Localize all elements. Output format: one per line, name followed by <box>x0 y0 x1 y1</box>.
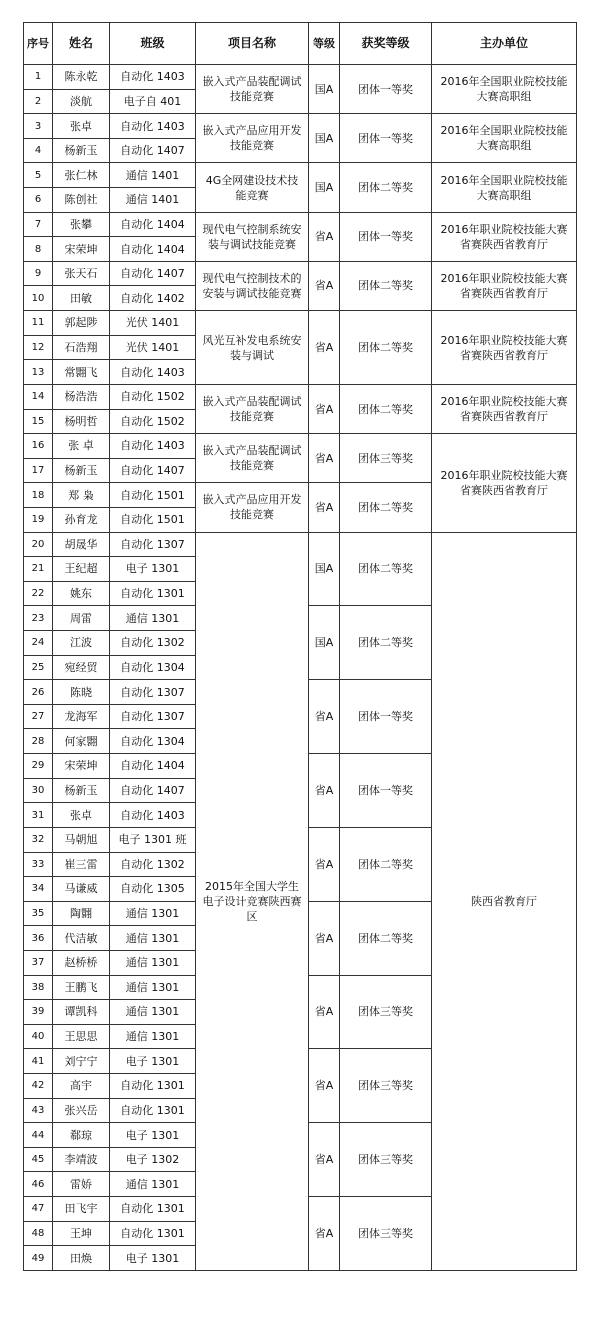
student-name: 常翾飞 <box>53 360 110 385</box>
student-name: 杨新玉 <box>53 458 110 483</box>
level-cell: 省A <box>309 384 340 433</box>
row-number: 18 <box>24 483 53 508</box>
student-name: 杨新玉 <box>53 138 110 163</box>
row-number: 46 <box>24 1172 53 1197</box>
row-number: 35 <box>24 901 53 926</box>
table-row <box>24 212 577 237</box>
level-cell: 国A <box>309 65 340 114</box>
class-name: 电子自 401 <box>110 89 196 114</box>
class-name: 通信 1301 <box>110 950 196 975</box>
class-name: 通信 1301 <box>110 1024 196 1049</box>
student-name: 姚东 <box>53 581 110 606</box>
organizer-cell: 2016年全国职业院校技能大赛高职组 <box>432 114 577 163</box>
level-cell: 省A <box>309 754 340 828</box>
row-number: 19 <box>24 507 53 532</box>
student-name: 张卓 <box>53 114 110 139</box>
class-name: 自动化 1307 <box>110 532 196 557</box>
organizer-cell: 2016年全国职业院校技能大赛高职组 <box>432 65 577 114</box>
header-no: 序号 <box>24 23 53 65</box>
header-name: 姓名 <box>53 23 110 65</box>
level-cell: 省A <box>309 261 340 310</box>
student-name: 王鹏飞 <box>53 975 110 1000</box>
class-name: 光伏 1401 <box>110 335 196 360</box>
award-cell: 团体一等奖 <box>340 65 432 114</box>
organizer-cell: 2016年职业院校技能大赛省赛陕西省教育厅 <box>432 212 577 261</box>
organizer-cell: 2016年职业院校技能大赛省赛陕西省教育厅 <box>432 311 577 385</box>
class-name: 自动化 1407 <box>110 778 196 803</box>
student-name: 雷娇 <box>53 1172 110 1197</box>
row-number: 3 <box>24 114 53 139</box>
row-number: 28 <box>24 729 53 754</box>
row-number: 11 <box>24 311 53 336</box>
award-cell: 团体三等奖 <box>340 975 432 1049</box>
student-name: 陶翾 <box>53 901 110 926</box>
award-cell: 团体二等奖 <box>340 311 432 385</box>
student-name: 宋荣坤 <box>53 754 110 779</box>
table-row <box>24 532 577 557</box>
class-name: 自动化 1502 <box>110 409 196 434</box>
level-cell: 省A <box>309 1197 340 1271</box>
student-name: 赵桥桥 <box>53 950 110 975</box>
row-number: 5 <box>24 163 53 188</box>
student-name: 张天石 <box>53 261 110 286</box>
header-organizer: 主办单位 <box>432 23 577 65</box>
project-name: 嵌入式产品应用开发技能竞赛 <box>196 114 309 163</box>
row-number: 47 <box>24 1197 53 1222</box>
class-name: 自动化 1307 <box>110 704 196 729</box>
student-name: 杨明哲 <box>53 409 110 434</box>
student-name: 宛经贸 <box>53 655 110 680</box>
award-cell: 团体一等奖 <box>340 114 432 163</box>
level-cell: 省A <box>309 434 340 483</box>
row-number: 38 <box>24 975 53 1000</box>
class-name: 自动化 1301 <box>110 1221 196 1246</box>
student-name: 郭起陟 <box>53 311 110 336</box>
class-name: 自动化 1307 <box>110 680 196 705</box>
row-number: 15 <box>24 409 53 434</box>
class-name: 自动化 1304 <box>110 729 196 754</box>
project-name: 4G全网建设技术技能竞赛 <box>196 163 309 212</box>
row-number: 39 <box>24 1000 53 1025</box>
class-name: 自动化 1403 <box>110 114 196 139</box>
student-name: 江波 <box>53 631 110 656</box>
class-name: 通信 1401 <box>110 163 196 188</box>
level-cell: 省A <box>309 311 340 385</box>
organizer-cell: 2016年职业院校技能大赛省赛陕西省教育厅 <box>432 434 577 532</box>
class-name: 自动化 1301 <box>110 1098 196 1123</box>
row-number: 24 <box>24 631 53 656</box>
level-cell: 省A <box>309 483 340 532</box>
row-number: 32 <box>24 827 53 852</box>
student-name: 王纪超 <box>53 557 110 582</box>
class-name: 自动化 1403 <box>110 803 196 828</box>
class-name: 通信 1401 <box>110 188 196 213</box>
award-cell: 团体二等奖 <box>340 384 432 433</box>
project-name: 嵌入式产品应用开发技能竞赛 <box>196 483 309 532</box>
class-name: 电子 1301 <box>110 1246 196 1271</box>
class-name: 自动化 1501 <box>110 483 196 508</box>
level-cell: 省A <box>309 1049 340 1123</box>
class-name: 自动化 1304 <box>110 655 196 680</box>
row-number: 31 <box>24 803 53 828</box>
row-number: 10 <box>24 286 53 311</box>
row-number: 48 <box>24 1221 53 1246</box>
row-number: 9 <box>24 261 53 286</box>
row-number: 49 <box>24 1246 53 1271</box>
class-name: 自动化 1403 <box>110 434 196 459</box>
row-number: 8 <box>24 237 53 262</box>
class-name: 通信 1301 <box>110 606 196 631</box>
award-cell: 团体三等奖 <box>340 1123 432 1197</box>
header-project: 项目名称 <box>196 23 309 65</box>
level-cell: 国A <box>309 532 340 606</box>
class-name: 自动化 1407 <box>110 261 196 286</box>
row-number: 6 <box>24 188 53 213</box>
table-row <box>24 384 577 409</box>
row-number: 33 <box>24 852 53 877</box>
level-cell: 省A <box>309 1123 340 1197</box>
student-name: 宋荣坤 <box>53 237 110 262</box>
row-number: 34 <box>24 877 53 902</box>
row-number: 2 <box>24 89 53 114</box>
row-number: 45 <box>24 1147 53 1172</box>
class-name: 自动化 1301 <box>110 1197 196 1222</box>
row-number: 4 <box>24 138 53 163</box>
row-number: 12 <box>24 335 53 360</box>
table-row <box>24 434 577 459</box>
student-name: 张仁林 <box>53 163 110 188</box>
class-name: 通信 1301 <box>110 901 196 926</box>
student-name: 高宇 <box>53 1073 110 1098</box>
student-name: 何家翾 <box>53 729 110 754</box>
student-name: 李靖波 <box>53 1147 110 1172</box>
award-cell: 团体二等奖 <box>340 606 432 680</box>
award-cell: 团体二等奖 <box>340 163 432 212</box>
row-number: 37 <box>24 950 53 975</box>
row-number: 23 <box>24 606 53 631</box>
award-cell: 团体一等奖 <box>340 212 432 261</box>
class-name: 自动化 1404 <box>110 212 196 237</box>
row-number: 21 <box>24 557 53 582</box>
student-name: 石浩翔 <box>53 335 110 360</box>
project-name: 现代电气控制系统安装与调试技能竞赛 <box>196 212 309 261</box>
award-cell: 团体二等奖 <box>340 901 432 975</box>
class-name: 通信 1301 <box>110 1000 196 1025</box>
student-name: 田飞宇 <box>53 1197 110 1222</box>
table-row <box>24 65 577 90</box>
class-name: 通信 1301 <box>110 926 196 951</box>
award-cell: 团体二等奖 <box>340 261 432 310</box>
header-level: 等级 <box>309 23 340 65</box>
student-name: 崔三雷 <box>53 852 110 877</box>
student-name: 代洁敏 <box>53 926 110 951</box>
row-number: 26 <box>24 680 53 705</box>
student-name: 陈永乾 <box>53 65 110 90</box>
class-name: 自动化 1301 <box>110 581 196 606</box>
table-row <box>24 261 577 286</box>
class-name: 自动化 1403 <box>110 65 196 90</box>
organizer-cell: 2016年全国职业院校技能大赛高职组 <box>432 163 577 212</box>
class-name: 光伏 1401 <box>110 311 196 336</box>
row-number: 22 <box>24 581 53 606</box>
class-name: 自动化 1403 <box>110 360 196 385</box>
row-number: 41 <box>24 1049 53 1074</box>
header-class: 班级 <box>110 23 196 65</box>
class-name: 电子 1301 <box>110 557 196 582</box>
level-cell: 国A <box>309 114 340 163</box>
row-number: 40 <box>24 1024 53 1049</box>
row-number: 13 <box>24 360 53 385</box>
award-cell: 团体一等奖 <box>340 754 432 828</box>
class-name: 通信 1301 <box>110 975 196 1000</box>
class-name: 自动化 1402 <box>110 286 196 311</box>
row-number: 29 <box>24 754 53 779</box>
student-name: 王思思 <box>53 1024 110 1049</box>
table-row <box>24 311 577 336</box>
level-cell: 省A <box>309 827 340 901</box>
award-cell: 团体二等奖 <box>340 827 432 901</box>
student-name: 胡晟华 <box>53 532 110 557</box>
student-name: 张 卓 <box>53 434 110 459</box>
row-number: 14 <box>24 384 53 409</box>
row-number: 30 <box>24 778 53 803</box>
level-cell: 省A <box>309 212 340 261</box>
student-name: 孙育龙 <box>53 507 110 532</box>
award-cell: 团体二等奖 <box>340 483 432 532</box>
row-number: 36 <box>24 926 53 951</box>
student-name: 张卓 <box>53 803 110 828</box>
student-name: 张攀 <box>53 212 110 237</box>
class-name: 自动化 1404 <box>110 754 196 779</box>
project-name: 现代电气控制技术的安装与调试技能竞赛 <box>196 261 309 310</box>
student-name: 周雷 <box>53 606 110 631</box>
level-cell: 省A <box>309 680 340 754</box>
student-name: 谭凯科 <box>53 1000 110 1025</box>
table-row <box>24 163 577 188</box>
class-name: 自动化 1501 <box>110 507 196 532</box>
student-name: 陈晓 <box>53 680 110 705</box>
row-number: 1 <box>24 65 53 90</box>
organizer-cell: 2016年职业院校技能大赛省赛陕西省教育厅 <box>432 384 577 433</box>
student-name: 龙海军 <box>53 704 110 729</box>
project-name: 嵌入式产品装配调试技能竞赛 <box>196 65 309 114</box>
class-name: 自动化 1305 <box>110 877 196 902</box>
award-cell: 团体二等奖 <box>340 532 432 606</box>
student-name: 田敏 <box>53 286 110 311</box>
student-name: 郗琼 <box>53 1123 110 1148</box>
organizer-cell: 陕西省教育厅 <box>432 532 577 1270</box>
award-cell: 团体一等奖 <box>340 680 432 754</box>
level-cell: 省A <box>309 975 340 1049</box>
class-name: 电子 1301 <box>110 1123 196 1148</box>
award-cell: 团体三等奖 <box>340 1197 432 1271</box>
level-cell: 国A <box>309 163 340 212</box>
student-name: 马朝旭 <box>53 827 110 852</box>
class-name: 通信 1301 <box>110 1172 196 1197</box>
row-number: 20 <box>24 532 53 557</box>
student-name: 郑 枭 <box>53 483 110 508</box>
row-number: 42 <box>24 1073 53 1098</box>
project-name: 嵌入式产品装配调试技能竞赛 <box>196 434 309 483</box>
student-name: 王坤 <box>53 1221 110 1246</box>
class-name: 电子 1302 <box>110 1147 196 1172</box>
class-name: 电子 1301 <box>110 1049 196 1074</box>
class-name: 自动化 1502 <box>110 384 196 409</box>
student-name: 陈创社 <box>53 188 110 213</box>
project-name: 2015年全国大学生电子设计竞赛陕西赛区 <box>196 532 309 1270</box>
row-number: 7 <box>24 212 53 237</box>
level-cell: 国A <box>309 606 340 680</box>
student-name: 刘宁宁 <box>53 1049 110 1074</box>
student-name: 淡航 <box>53 89 110 114</box>
row-number: 17 <box>24 458 53 483</box>
class-name: 自动化 1404 <box>110 237 196 262</box>
student-name: 马谦威 <box>53 877 110 902</box>
organizer-cell: 2016年职业院校技能大赛省赛陕西省教育厅 <box>432 261 577 310</box>
class-name: 自动化 1302 <box>110 631 196 656</box>
header-row <box>24 23 577 65</box>
row-number: 25 <box>24 655 53 680</box>
class-name: 自动化 1302 <box>110 852 196 877</box>
level-cell: 省A <box>309 901 340 975</box>
awards-table <box>23 22 577 1271</box>
header-award: 获奖等级 <box>340 23 432 65</box>
student-name: 杨浩浩 <box>53 384 110 409</box>
table-body <box>24 65 577 1271</box>
project-name: 风光互补发电系统安装与调试 <box>196 311 309 385</box>
row-number: 44 <box>24 1123 53 1148</box>
table-row <box>24 114 577 139</box>
student-name: 张兴岳 <box>53 1098 110 1123</box>
row-number: 16 <box>24 434 53 459</box>
row-number: 43 <box>24 1098 53 1123</box>
row-number: 27 <box>24 704 53 729</box>
class-name: 自动化 1407 <box>110 138 196 163</box>
student-name: 田焕 <box>53 1246 110 1271</box>
class-name: 自动化 1407 <box>110 458 196 483</box>
class-name: 电子 1301 班 <box>110 827 196 852</box>
project-name: 嵌入式产品装配调试技能竞赛 <box>196 384 309 433</box>
award-cell: 团体三等奖 <box>340 1049 432 1123</box>
student-name: 杨新玉 <box>53 778 110 803</box>
award-cell: 团体三等奖 <box>340 434 432 483</box>
class-name: 自动化 1301 <box>110 1073 196 1098</box>
